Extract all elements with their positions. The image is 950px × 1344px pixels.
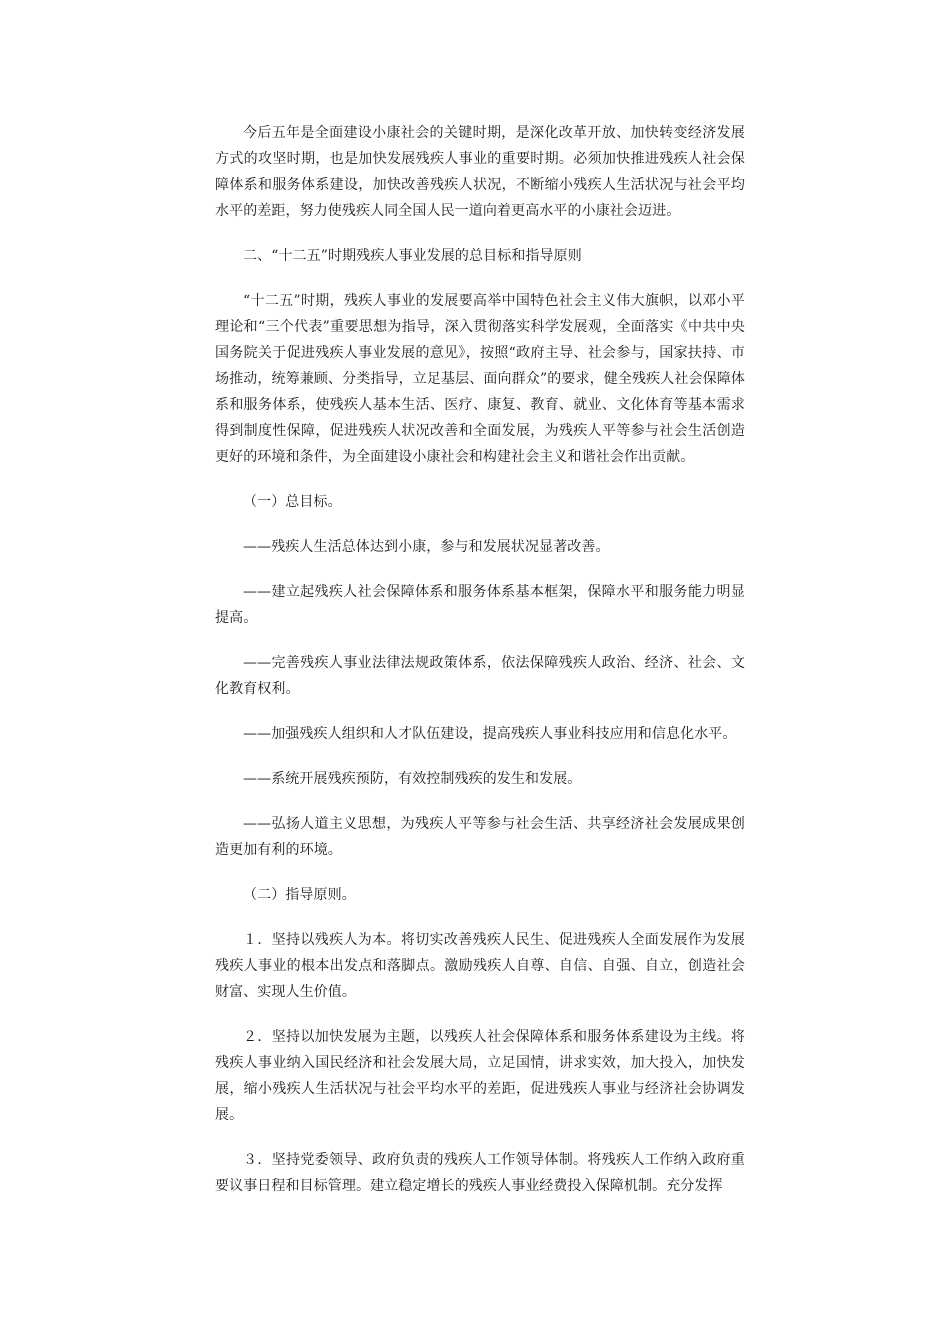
goal-item: ——系统开展残疾预防，有效控制残疾的发生和发展。 xyxy=(243,771,582,787)
goal-item: ——加强残疾人组织和人才队伍建设，提高残疾人事业科技应用和信息化水平。 xyxy=(243,726,737,742)
goal-item: ——建立起残疾人社会保障体系和服务体系基本框架，保障水平和服务能力明显提高。 xyxy=(215,584,745,626)
section-heading: 二、“十二五”时期残疾人事业发展的总目标和指导原则 xyxy=(243,248,582,264)
goal-item: ——残疾人生活总体达到小康，参与和发展状况显著改善。 xyxy=(243,539,610,555)
principle-item: ３．坚持党委领导、政府负责的残疾人工作领导体制。将残疾人工作纳入政府重要议事日程和目标管理。建立稳定增长的残疾人事业经费投入保障机制。充分发挥 xyxy=(215,1152,745,1194)
paragraph-guidance: “十二五”时期，残疾人事业的发展要高举中国特色社会主义伟大旗帜，以邓小平理论和“三个代表”重要思想为指导，深入贯彻落实科学发展观，全面落实《中共中央 国务院关于促进残疾人事业发展的意见》，按照“政府主导、社会参与，国家扶持、市场推动，统筹兼顾、分类指导，立足基层、面向群众”的要求，健全残疾人社会保障体系和服务体系，使残疾人基本生活、医疗、康复、教育、就业、文化体育等基本需求得到制度性保障，促进残疾人状况改善和全面发展，为残疾人平等参与社会生活创造更好的环境和条件，为全面建设小康社会和构建社会主义和谐社会作出贡献。 xyxy=(215,293,745,465)
subheading-guiding-principles: （二）指导原则。 xyxy=(243,887,356,903)
subheading-general-goal: （一）总目标。 xyxy=(243,494,342,510)
principle-item: ２．坚持以加快发展为主题，以残疾人社会保障体系和服务体系建设为主线。将残疾人事业纳入国民经济和社会发展大局，立足国情，讲求实效，加大投入，加快发展，缩小残疾人生活状况与社会平均水平的差距，促进残疾人事业与经济社会协调发展。 xyxy=(215,1029,745,1123)
principle-item: １．坚持以残疾人为本。将切实改善残疾人民生、促进残疾人全面发展作为发展残疾人事业的根本出发点和落脚点。激励残疾人自尊、自信、自强、自立，创造社会财富、实现人生价值。 xyxy=(215,932,745,1000)
goal-item: ——弘扬人道主义思想，为残疾人平等参与社会生活、共享经济社会发展成果创造更加有利的环境。 xyxy=(215,816,745,858)
paragraph-intro: 今后五年是全面建设小康社会的关键时期，是深化改革开放、加快转变经济发展方式的攻坚时期，也是加快发展残疾人事业的重要时期。必须加快推进残疾人社会保障体系和服务体系建设，加快改善残疾人状况，不断缩小残疾人生活状况与社会平均水平的差距，努力使残疾人同全国人民一道向着更高水平的小康社会迈进。 xyxy=(215,125,745,219)
goal-item: ——完善残疾人事业法律法规政策体系，依法保障残疾人政治、经济、社会、文化教育权利。 xyxy=(215,655,745,697)
document-body xyxy=(215,120,745,1199)
